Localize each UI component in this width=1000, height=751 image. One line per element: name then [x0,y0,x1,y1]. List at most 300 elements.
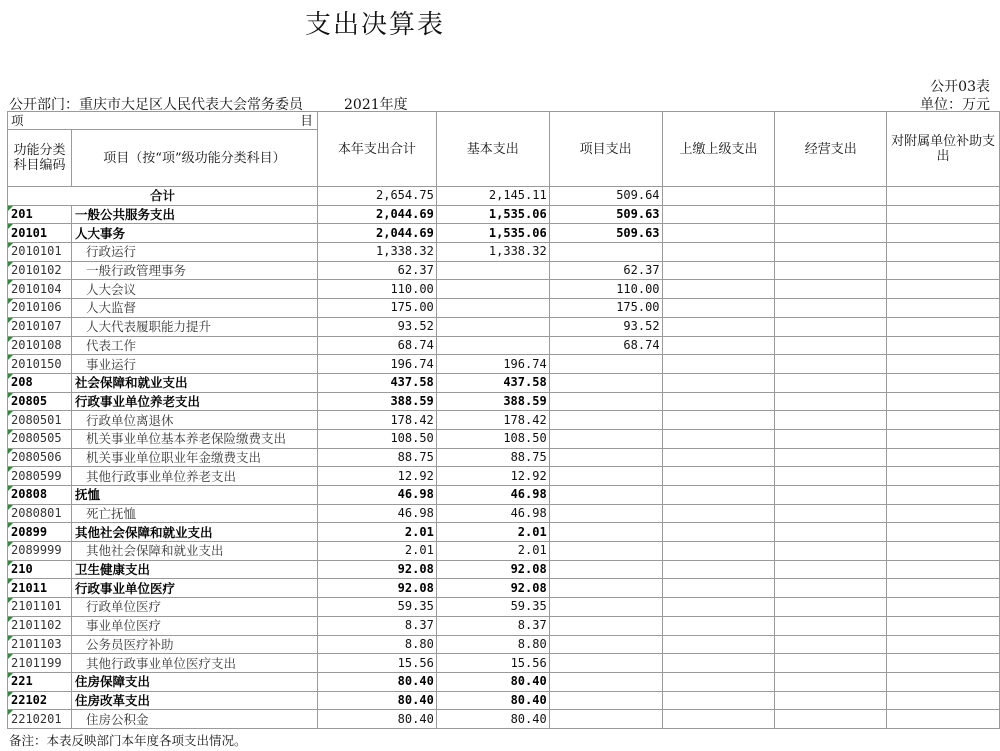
row-subsidy [887,542,1000,561]
row-operation [775,224,887,243]
row-code-text: 2101101 [11,599,62,614]
row-total-text: 92.08 [397,580,434,595]
row-total-text: 8.37 [404,618,434,633]
row-name [71,355,317,374]
row-basic [436,299,549,318]
row-basic [436,280,549,299]
row-subsidy [887,710,1000,729]
row-upper [662,598,775,617]
row-total [317,261,436,280]
cell-marker-icon [8,374,13,379]
table-row [8,355,1000,374]
row-total-text: 46.98 [397,506,434,521]
table-row [8,635,1000,654]
cell-marker-icon [8,673,13,678]
row-basic-text: 2.01 [517,543,547,558]
cell-marker-icon [8,486,13,491]
row-project [549,411,662,430]
row-basic-text: 437.58 [503,375,547,390]
row-code [8,280,72,299]
row-code [8,429,72,448]
row-basic-text: 80.40 [510,692,547,707]
table-row [8,504,1000,523]
row-subsidy [887,317,1000,336]
row-project-text: 175.00 [616,300,660,315]
row-total [317,710,436,729]
row-upper [662,336,775,355]
row-code-text: 2101199 [11,655,62,670]
row-code [8,336,72,355]
row-code [8,635,72,654]
row-name [71,710,317,729]
row-project [549,616,662,635]
row-project-text: 509.63 [616,207,660,222]
table-row [8,710,1000,729]
row-project [549,523,662,542]
row-basic [436,261,549,280]
row-name [71,336,317,355]
row-code [8,504,72,523]
row-basic-text: 178.42 [503,412,547,427]
row-project [549,560,662,579]
row-upper [662,504,775,523]
row-name-text: 其他行政事业单位医疗支出 [85,655,236,671]
unit-label: 单位：万元 [920,97,990,113]
row-basic-text: 1,535.06 [488,207,547,222]
row-total-text: 12.92 [397,468,434,483]
row-basic-text: 46.98 [510,487,547,502]
row-upper [662,411,775,430]
row-basic-text: 108.50 [503,431,547,446]
row-project-text: 62.37 [623,263,660,278]
row-name-text: 一般公共服务支出 [74,207,175,223]
row-operation [775,523,887,542]
row-name-text: 行政单位医疗 [85,599,161,615]
row-total [317,672,436,691]
row-code-text: 2010107 [11,319,62,334]
row-project [549,635,662,654]
row-project [549,486,662,505]
row-total-text: 59.35 [397,599,434,614]
row-basic [436,373,549,392]
row-total [317,691,436,710]
header-basic: 基本支出 [436,112,549,187]
row-name-text: 行政单位离退休 [85,412,174,428]
row-subsidy [887,635,1000,654]
row-total [317,598,436,617]
row-subsidy [887,280,1000,299]
row-total [317,579,436,598]
row-name [71,373,317,392]
row-subsidy [887,654,1000,673]
row-basic-text: 15.56 [510,655,547,670]
row-total-text: 2.01 [404,524,434,539]
row-name-text: 住房公积金 [85,711,149,727]
row-upper [662,392,775,411]
cell-marker-icon [8,243,13,248]
header-code: 功能分类科目编码 [8,130,72,187]
row-code [8,261,72,280]
row-code-text: 201 [11,207,33,222]
row-upper [662,616,775,635]
row-project [549,205,662,224]
cell-marker-icon [8,561,13,566]
table-row [8,429,1000,448]
row-code [8,579,72,598]
row-project [549,542,662,561]
row-basic [436,205,549,224]
table-row [8,672,1000,691]
row-operation [775,317,887,336]
header-item-cell [8,112,318,130]
table-row [8,243,1000,262]
row-total [317,560,436,579]
cell-marker-icon [8,355,13,360]
row-total-text: 178.42 [390,412,434,427]
row-name [71,467,317,486]
row-upper [662,205,775,224]
table-row [8,261,1000,280]
row-operation [775,336,887,355]
row-total-text: 80.40 [397,674,434,689]
row-project [549,429,662,448]
row-total [317,224,436,243]
row-total [317,373,436,392]
row-basic [436,710,549,729]
table-row [8,280,1000,299]
row-code-text: 2089999 [11,543,62,558]
table-row [8,448,1000,467]
row-name-text: 人大事务 [74,225,125,241]
row-operation [775,486,887,505]
row-name-text: 人大代表履职能力提升 [85,319,211,335]
row-operation [775,579,887,598]
header-item-label: 项 [11,113,24,128]
row-total [317,616,436,635]
row-operation [775,243,887,262]
row-name [71,411,317,430]
row-basic-text: 388.59 [503,393,547,408]
row-upper [662,579,775,598]
table-row [8,336,1000,355]
row-name-text: 人大会议 [85,281,136,297]
row-code [8,654,72,673]
row-total-text: 62.37 [397,263,434,278]
header-subsidy: 对附属单位补助支出 [887,112,1000,187]
table-row [8,579,1000,598]
table-row [8,205,1000,224]
row-subsidy [887,429,1000,448]
total-upper [662,187,775,206]
row-project [549,691,662,710]
row-subsidy [887,523,1000,542]
row-code [8,486,72,505]
row-basic [436,672,549,691]
row-total [317,523,436,542]
row-operation [775,654,887,673]
row-code-text: 20808 [11,487,48,502]
row-name [71,504,317,523]
row-code-text: 221 [11,674,33,689]
row-upper [662,373,775,392]
row-upper [662,486,775,505]
row-project-text: 68.74 [623,337,660,352]
row-name-text: 卫生健康支出 [74,562,150,578]
row-code-text: 2080801 [11,506,62,521]
row-upper [662,654,775,673]
table-row [8,691,1000,710]
row-basic [436,616,549,635]
row-operation [775,299,887,318]
row-code-text: 2101102 [11,618,62,633]
row-operation [775,411,887,430]
row-name [71,243,317,262]
row-name-text: 公务员医疗补助 [85,636,174,652]
row-subsidy [887,243,1000,262]
expenditure-table [7,111,1000,729]
cell-marker-icon [8,299,13,304]
row-basic [436,429,549,448]
row-total-text: 2,044.69 [376,225,434,240]
row-name-text: 人大监督 [85,300,136,316]
row-project [549,710,662,729]
cell-marker-icon [8,280,13,285]
row-code [8,299,72,318]
row-name [71,598,317,617]
table-row [8,654,1000,673]
cell-marker-icon [8,617,13,622]
row-upper [662,691,775,710]
row-upper [662,299,775,318]
row-code [8,542,72,561]
total-operation [775,187,887,206]
row-project [549,467,662,486]
row-name-text: 住房保障支出 [74,674,150,690]
row-total [317,486,436,505]
row-code-text: 20101 [11,225,48,240]
cell-marker-icon [8,337,13,342]
page-title: 支出决算表 [304,10,445,40]
footnote: 备注：本表反映部门本年度各项支出情况。 [9,733,247,748]
row-name-text: 其他社会保障和就业支出 [85,543,224,559]
row-name-text: 事业运行 [85,356,136,372]
row-name-text: 行政运行 [85,244,136,260]
row-project-text: 110.00 [616,281,660,296]
row-total-text: 437.58 [390,375,434,390]
row-code [8,691,72,710]
row-total [317,317,436,336]
row-name-text: 行政事业单位医疗 [74,580,175,596]
cell-marker-icon [8,393,13,398]
row-subsidy [887,560,1000,579]
row-project [549,579,662,598]
row-project [549,317,662,336]
row-project [549,355,662,374]
row-basic-text: 80.40 [510,711,547,726]
table-row [8,467,1000,486]
table-row [8,560,1000,579]
header-upper: 上缴上级支出 [662,112,775,187]
row-total-text: 93.52 [397,319,434,334]
row-subsidy [887,392,1000,411]
row-name [71,579,317,598]
row-basic-text: 1,535.06 [488,225,547,240]
row-basic-text: 12.92 [510,468,547,483]
table-row [8,523,1000,542]
row-total-text: 2.01 [404,543,434,558]
cell-marker-icon [8,636,13,641]
row-code [8,448,72,467]
row-total [317,243,436,262]
header-item-end-label: 目 [300,113,313,128]
row-basic [436,635,549,654]
row-project [549,448,662,467]
table-row [8,317,1000,336]
row-code-text: 208 [11,375,33,390]
department-label: 公开部门：重庆市大足区人民代表大会常务委员 [9,97,303,113]
row-total-text: 175.00 [390,300,434,315]
row-upper [662,542,775,561]
row-total [317,336,436,355]
row-basic [436,355,549,374]
row-code-text: 2010150 [11,356,62,371]
cell-marker-icon [8,206,13,211]
total-row [8,187,1000,206]
cell-marker-icon [8,692,13,697]
row-operation [775,448,887,467]
cell-marker-icon [8,411,13,416]
row-basic [436,467,549,486]
row-code [8,672,72,691]
row-total [317,280,436,299]
row-subsidy [887,448,1000,467]
cell-marker-icon [8,467,13,472]
row-name-text: 机关事业单位基本养老保险缴费支出 [85,431,286,447]
row-name-text: 其他行政事业单位养老支出 [85,468,236,484]
header-project: 项目支出 [549,112,662,187]
row-code [8,411,72,430]
row-project [549,392,662,411]
row-operation [775,635,887,654]
row-name [71,672,317,691]
row-basic [436,654,549,673]
row-code-text: 2080599 [11,468,62,483]
row-subsidy [887,224,1000,243]
row-basic [436,598,549,617]
row-operation [775,560,887,579]
row-basic [436,542,549,561]
row-name [71,261,317,280]
row-operation [775,672,887,691]
row-operation [775,429,887,448]
row-operation [775,467,887,486]
row-total [317,299,436,318]
row-code-text: 2080505 [11,431,62,446]
row-total [317,654,436,673]
row-upper [662,448,775,467]
row-name [71,429,317,448]
row-total [317,467,436,486]
row-total [317,411,436,430]
row-basic-text: 59.35 [510,599,547,614]
row-basic-text: 88.75 [510,449,547,464]
row-project [549,299,662,318]
row-total-text: 80.40 [397,692,434,707]
row-code-text: 2210201 [11,711,62,726]
row-code [8,373,72,392]
row-upper [662,243,775,262]
row-upper [662,429,775,448]
row-upper [662,710,775,729]
cell-marker-icon [8,430,13,435]
row-code-text: 210 [11,562,33,577]
row-operation [775,355,887,374]
row-code [8,560,72,579]
row-operation [775,542,887,561]
row-basic [436,243,549,262]
row-name [71,317,317,336]
row-subsidy [887,467,1000,486]
row-subsidy [887,672,1000,691]
row-total-text: 15.56 [397,655,434,670]
table-row [8,598,1000,617]
row-subsidy [887,486,1000,505]
row-operation [775,261,887,280]
form-number: 公开03表 [930,79,990,95]
row-basic [436,448,549,467]
row-project [549,280,662,299]
row-total-text: 80.40 [397,711,434,726]
row-project [549,654,662,673]
row-operation [775,392,887,411]
row-name [71,299,317,318]
cell-marker-icon [8,505,13,510]
row-project [549,261,662,280]
cell-marker-icon [8,262,13,267]
row-subsidy [887,205,1000,224]
row-code [8,243,72,262]
table-row [8,392,1000,411]
cell-marker-icon [8,542,13,547]
row-total [317,392,436,411]
row-name [71,560,317,579]
row-basic [436,486,549,505]
row-name-text: 事业单位医疗 [85,618,161,634]
row-code [8,392,72,411]
row-name [71,486,317,505]
row-total [317,429,436,448]
row-total-text: 110.00 [390,281,434,296]
table-row [8,542,1000,561]
row-code-text: 2010101 [11,244,62,259]
cell-marker-icon [8,449,13,454]
row-project [549,598,662,617]
row-code [8,616,72,635]
row-project-text: 509.63 [616,225,660,240]
row-subsidy [887,299,1000,318]
row-name-text: 机关事业单位职业年金缴费支出 [85,449,261,465]
row-code-text: 20899 [11,524,48,539]
row-operation [775,205,887,224]
total-label: 合计 [8,187,318,206]
row-code [8,355,72,374]
row-name-text: 死亡抚恤 [85,506,136,522]
row-basic-text: 46.98 [510,506,547,521]
row-name [71,205,317,224]
row-total [317,542,436,561]
row-code [8,467,72,486]
row-total-text: 88.75 [397,449,434,464]
